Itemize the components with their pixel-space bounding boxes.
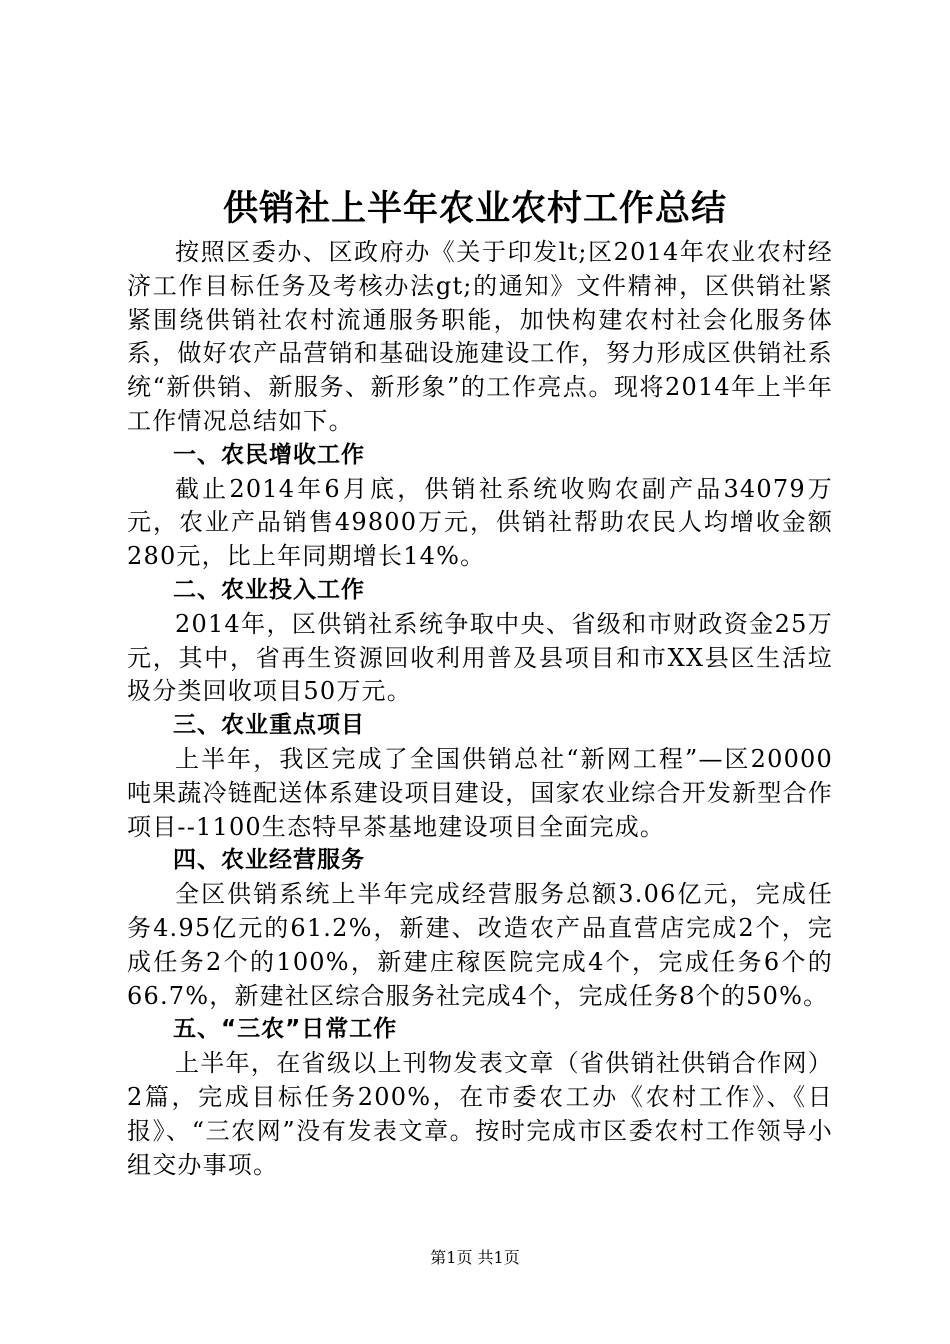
section-heading-3: 三、农业重点项目	[173, 712, 365, 739]
section-heading-1: 一、农民增收工作	[173, 441, 365, 468]
section-text-2: 2014年，区供销社系统争取中央、省级和市财政资金25万元，其中，省再生资源回收利用普及县项目和市XX县区生活垃圾分类回收项目50万元。	[127, 609, 833, 706]
section-text-1: 截止2014年6月底，供销社系统收购农副产品34079万元，农业产品销售49800万元，供销社帮助农民人均增收金额280元，比上年同期增长14%。	[127, 474, 833, 571]
document-body	[127, 236, 833, 1182]
section-heading-2: 二、农业投入工作	[173, 576, 365, 603]
page-footer: 第1页 共1页	[430, 1248, 520, 1267]
section-heading-5: 五、“三农”日常工作	[173, 1016, 398, 1043]
section-text-5: 上半年，在省级以上刊物发表文章（省供销社供销合作网）2篇，完成目标任务200%，在市委农工办《农村工作》、《日报》、“三农网”没有发表文章。按时完成市区委农村工作领导小组交办事项。	[127, 1049, 833, 1179]
section-text-3: 上半年，我区完成了全国供销总社“新网工程”—区20000吨果蔬冷链配送体系建设项目建设，国家农业综合开发新型合作项目--1100生态特早茶基地建设项目全面完成。	[127, 744, 833, 841]
section-heading-4: 四、农业经营服务	[173, 847, 365, 874]
document-title: 供销社上半年农业农村工作总结	[222, 189, 727, 229]
intro-paragraph: 按照区委办、区政府办《关于印发lt;区2014年农业农村经济工作目标任务及考核办法gt;的通知》文件精神，区供销社紧紧围绕供销社农村流通服务职能，加快构建农村社会化服务体系，做好农产品营销和基础设施建设工作，努力形成区供销社系统“新供销、新服务、新形象”的工作亮点。现将2014年上半年工作情况总结如下。	[127, 238, 833, 435]
section-text-4: 全区供销系统上半年完成经营服务总额3.06亿元，完成任务4.95亿元的61.2%，新建、改造农产品直营店完成2个，完成任务2个的100%，新建庄稼医院完成4个，完成任务6个的66.7%，新建社区综合服务社完成4个，完成任务8个的50%。	[127, 880, 833, 1010]
